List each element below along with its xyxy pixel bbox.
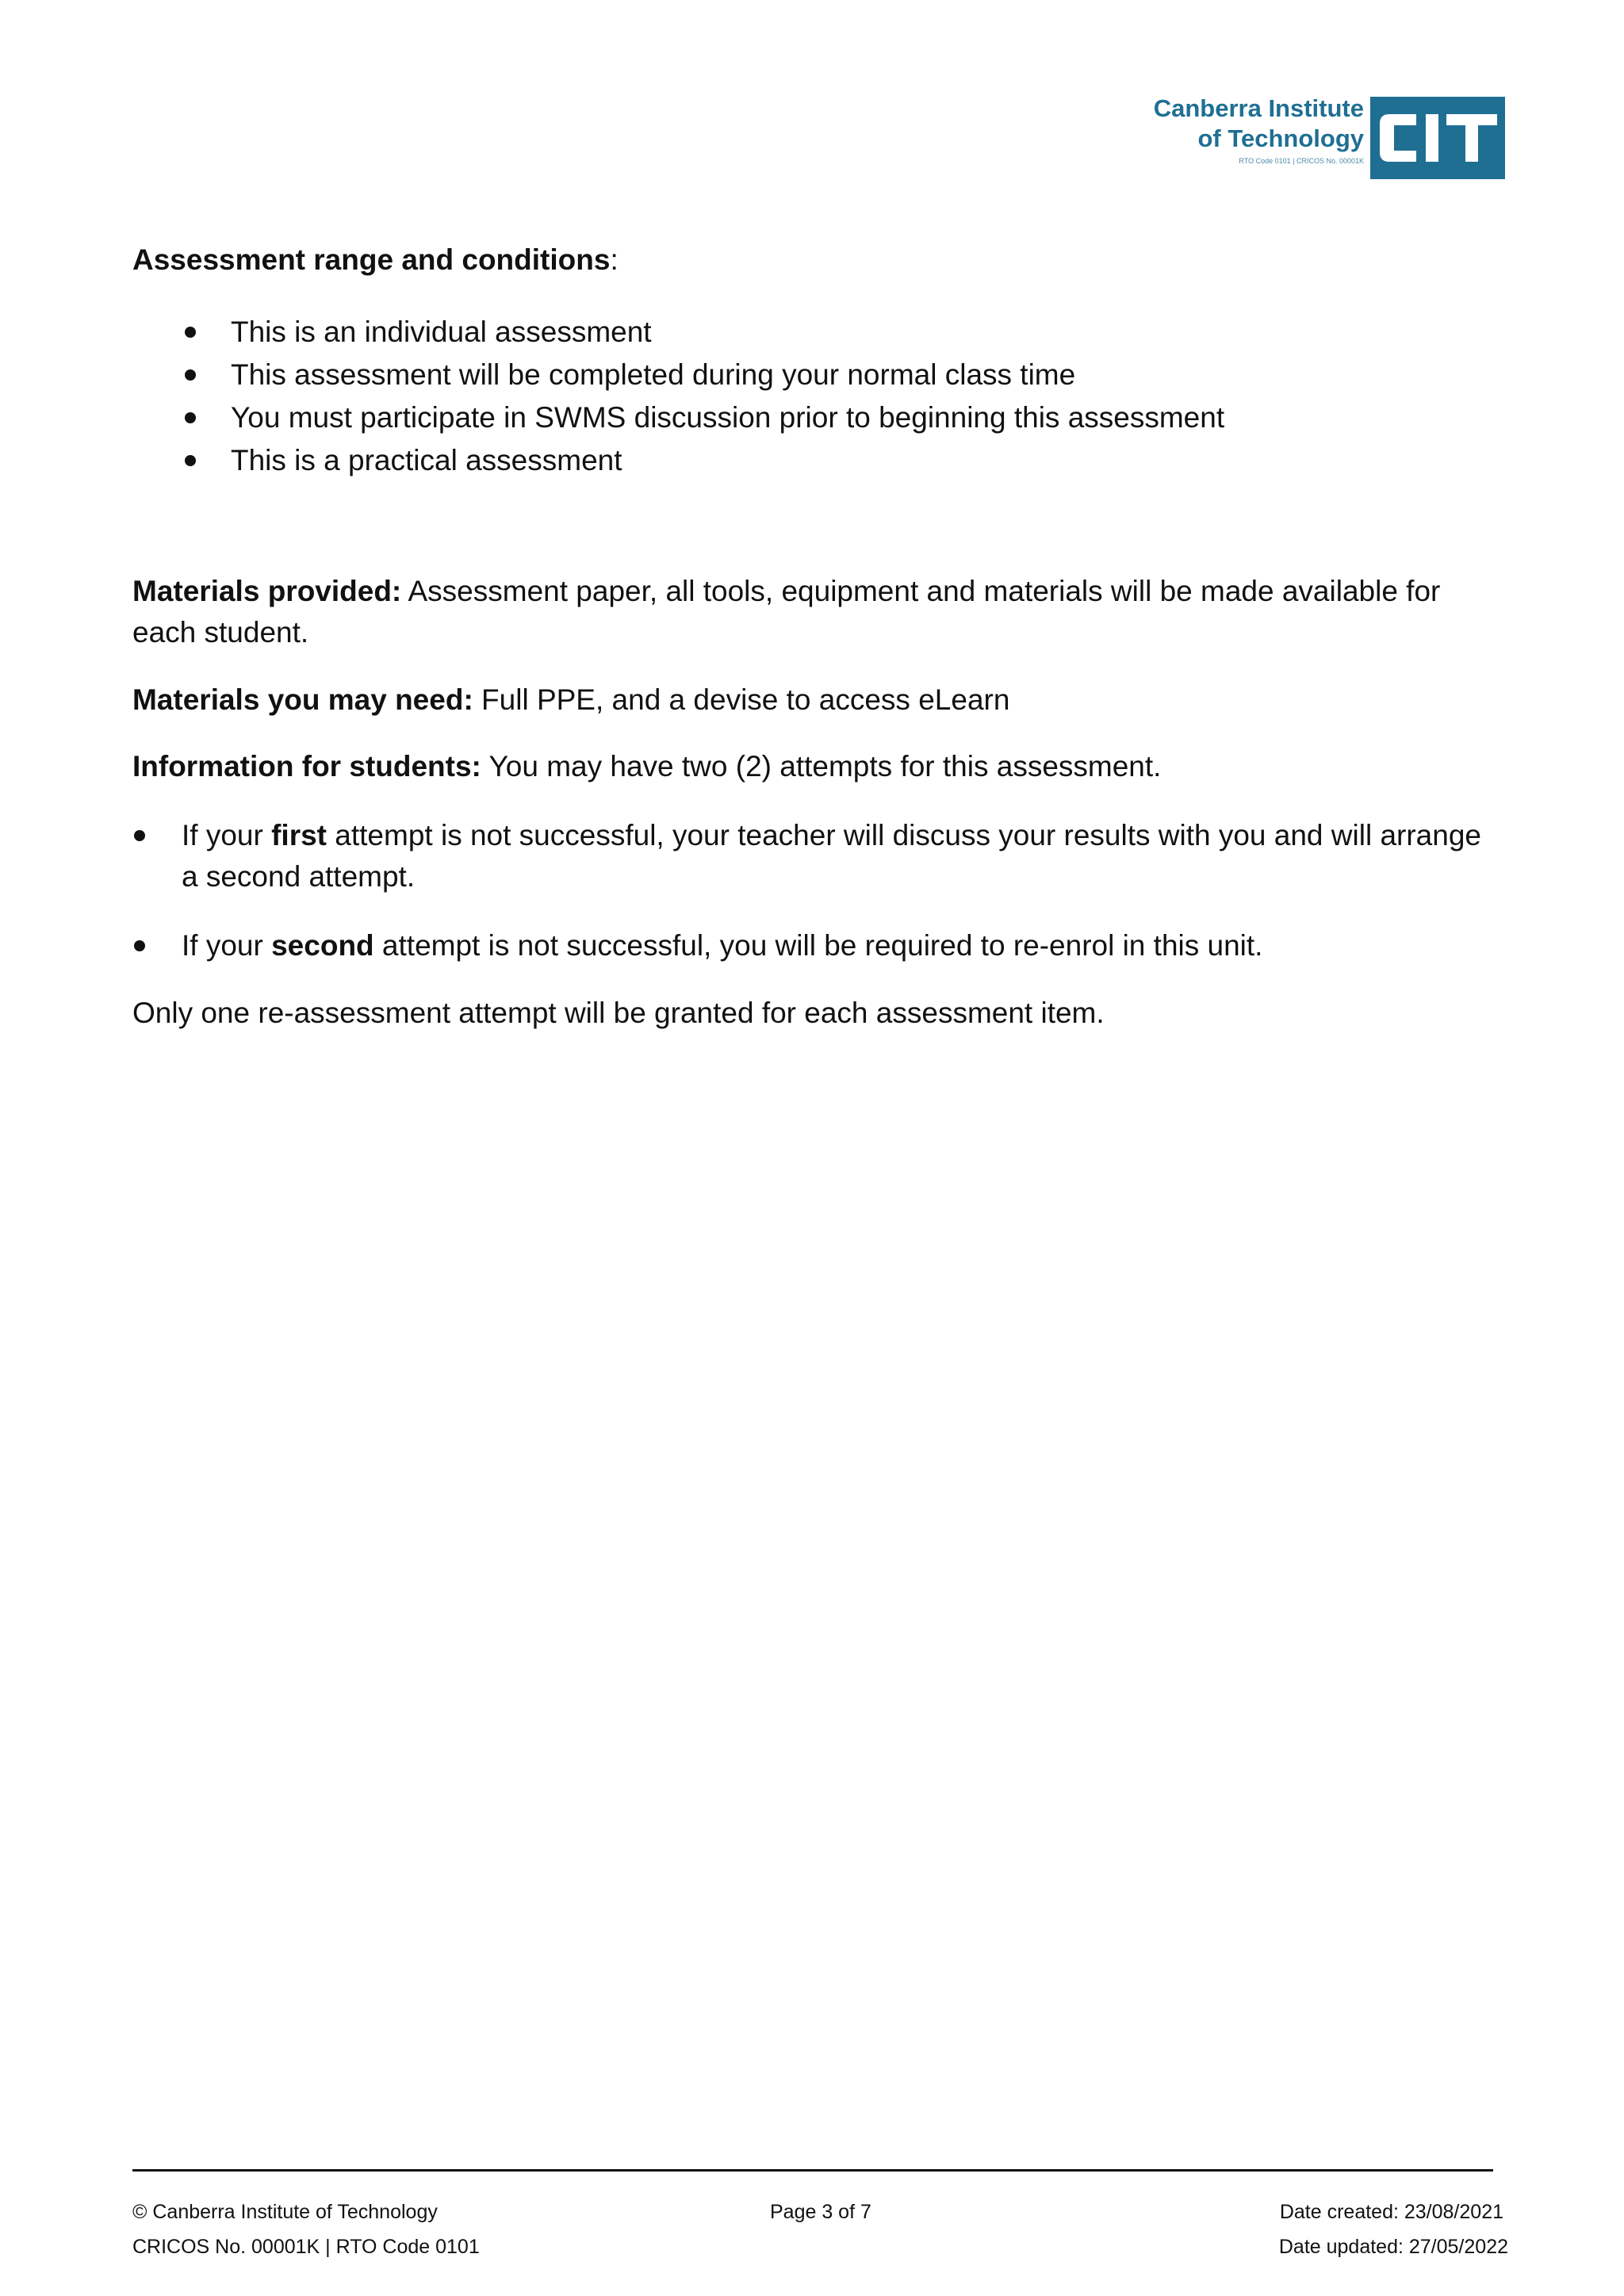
attempt-post: attempt is not successful, you will be required to re-enrol in this unit. [373,929,1263,962]
footer-page-number: Page 3 of 7 [770,2201,871,2223]
closing-paragraph: Only one re-assessment attempt will be granted for each assessment item. [132,997,1105,1029]
materials-provided-paragraph [132,571,1496,653]
logo-subline: RTO Code 0101 | CRICOS No. 00001K [1239,157,1364,165]
footer-divider [132,2169,1493,2172]
information-text: You may have two (2) attempts for this assessment. [481,750,1162,783]
logo-line-2: of Technology [1197,124,1364,152]
materials-need-label: Materials you may need: [132,683,473,716]
list-item [132,815,1496,897]
attempt-emphasis: first [271,819,327,851]
footer-date-updated: Date updated: 27/05/2022 [1278,2236,1508,2258]
conditions-list [132,311,1224,482]
bullet-icon [185,455,196,466]
list-item [132,439,1224,482]
cit-logo [1124,94,1505,182]
attempts-list-second [132,925,1496,966]
list-item-text: This is a practical assessment [231,444,622,476]
logo-line-1: Canberra Institute [1153,94,1364,122]
cit-logo-mark-icon [1370,97,1505,179]
footer-cricos: CRICOS No. 00001K | RTO Code 0101 [132,2236,480,2258]
list-item [132,925,1496,966]
attempts-list-first [132,815,1496,897]
list-item-text: This assessment will be completed during your normal class time [231,358,1076,391]
information-paragraph [132,746,1496,787]
bullet-icon [185,369,196,381]
materials-need-text: Full PPE, and a devise to access eLearn [473,683,1010,716]
bullet-icon [185,327,196,338]
list-item-text: This is an individual assessment [231,316,652,348]
heading-title: Assessment range and conditions [132,243,611,276]
logo-wordmark [1154,94,1364,168]
attempt-emphasis: second [271,929,374,962]
footer-date-created: Date created: 23/08/2021 [1279,2201,1503,2223]
materials-provided-label: Materials provided: [132,575,402,607]
bullet-icon [134,830,145,841]
attempt-post: attempt is not successful, your teacher will discuss your results with you and will arrange a second attempt. [182,819,1481,893]
list-item [132,396,1224,439]
bullet-icon [185,412,196,423]
list-item [132,311,1224,354]
heading-colon: : [610,243,619,276]
information-label: Information for students: [132,750,481,783]
list-item-text: You must participate in SWMS discussion prior to beginning this assessment [231,401,1225,434]
footer-copyright: © Canberra Institute of Technology [132,2201,438,2223]
materials-need-paragraph [132,679,1496,721]
section-heading [132,243,619,277]
attempt-pre: If your [182,819,272,851]
bullet-icon [134,940,145,951]
materials-provided-text: Assessment paper, all tools, equipment and materials will be made available for each student. [132,575,1441,649]
attempt-pre: If your [182,929,272,962]
list-item [132,354,1224,396]
